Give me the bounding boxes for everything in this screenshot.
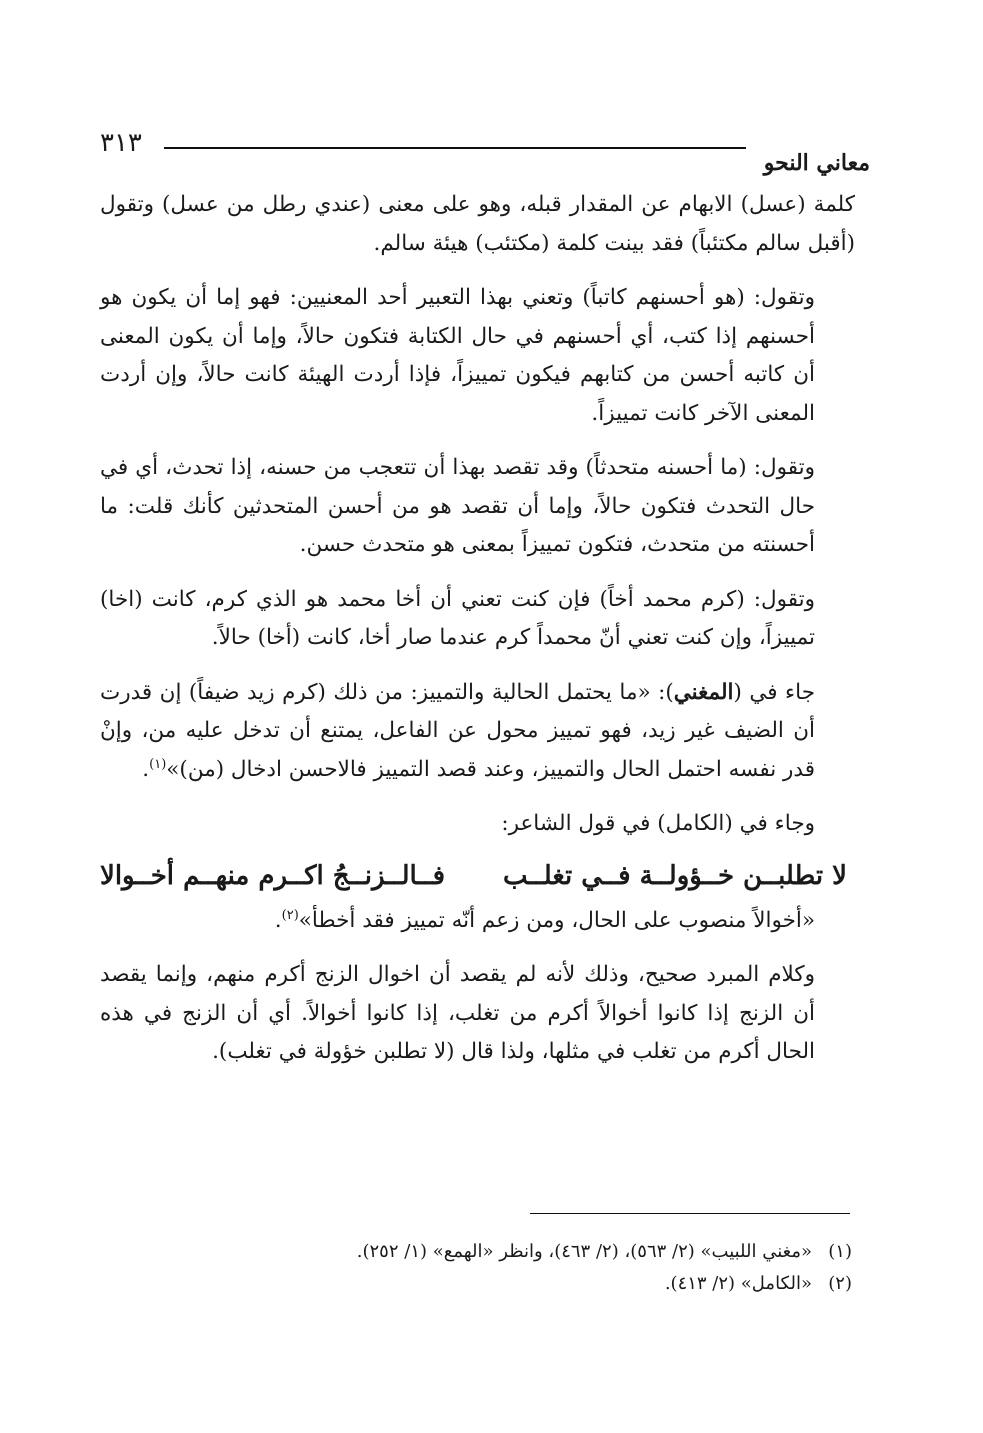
page-header [100, 128, 870, 178]
footnote-number: (٢) [828, 1273, 852, 1294]
paragraph-ma-ahsanahu: وتقول: (ما أحسنه متحدثاً) وقد تقصد بهذا أن تتعجب من حسنه، إذا تحدث، أي في حال التحدث فتكون حالاً، وإما أن تقصد هو من أحسن المتحدثين كأنك قلت: ما أحسنته من متحدث، فتكون تمييزاً بمعنى هو متحدث حسن. [100, 455, 815, 557]
mughni-book-title: المغني [673, 679, 734, 705]
footnote-ref-1: (١) [149, 756, 167, 772]
mughni-prefix: جاء في ( [733, 679, 815, 705]
mughni-end: . [142, 756, 150, 782]
paragraph-karuma-muhammad: وتقول: (كرم محمد أخاً) فإن كنت تعني أن أخا محمد هو الذي كرم، كانت (اخا) تمييزاً، وإن كنت تعني أنّ محمداً كرم عندما صار أخا، كانت (أخا) حالاً. [100, 586, 815, 650]
footnote-text: «الكامل» (٢/ ٤١٣). [664, 1273, 812, 1294]
footnotes [300, 1236, 852, 1300]
paragraph-mubarrad: وكلام المبرد صحيح، وذلك لأنه لم يقصد أن اخوال الزنج أكرم منهم، وإنما يقصد أن الزنج إذا كانوا أخوالاً أكرم من تغلب، إذا كانوا أخوالاً. أي أن الزنج في هذه الحال أكرم من تغلب في مثلها، ولذا قال (لا تطلبن خؤولة في تغلب). [100, 962, 815, 1064]
paragraph-mughni [100, 674, 855, 790]
footnote-1 [300, 1236, 852, 1268]
footnote-text: «مغني اللبيب» (٢/ ٥٦٣)، (٢/ ٤٦٣)، وانظر «الهمع» (١/ ٢٥٢). [356, 1241, 812, 1262]
quote-line [100, 902, 855, 941]
poetry-verse [100, 856, 847, 896]
footnote-ref-2: (٢) [281, 907, 299, 923]
footnote-rule [530, 1213, 850, 1214]
page-number: ٣١٣ [100, 128, 142, 158]
running-title: معاني النحو [763, 150, 870, 176]
verse-intro: وجاء في (الكامل) في قول الشاعر: [501, 811, 815, 836]
quote-text: «أخوالاً منصوب على الحال، ومن زعم أنّه تمييز فقد أخطأ» [298, 907, 815, 933]
paragraph-continuation: كلمة (عسل) الابهام عن المقدار قبله، وهو على معنى (عندي رطل من عسل) وتقول (أقبل سالم مكتئباً) فقد بينت كلمة (مكتئب) هيئة سالم. [100, 192, 855, 256]
quote-end: . [274, 907, 282, 933]
footnote-2 [300, 1268, 852, 1300]
verse-second-hemistich: فــالــزنــجُ اكــرم منهــم أخــوالا [100, 860, 446, 891]
paragraph-ahsanahum: وتقول: (هو أحسنهم كاتباً) وتعني بهذا التعبير أحد المعنيين: فهو إما أن يكون هو أحسنهم إذا كتب، أي أحسنهم في حال الكتابة فتكون حالاً، وإما أن يكون المعنى أن كاتبه أحسن من كتابهم فيكون تمييزاً، فإذا أردت الهيئة كانت حالاً، وإن أردت المعنى الآخر كانت تمييزاً. [100, 285, 815, 426]
header-rule [164, 147, 746, 149]
mughni-text: ): «ما يحتمل الحالية والتمييز: من ذلك (كرم زيد ضيفاً) إن قدرت أن الضيف غير زيد، فهو تمييز محول عن الفاعل، يمتنع أن تدخل عليه من، وإنْ قدر نفسه احتمل الحال والتمييز، وعند قصد التمييز فالاحسن ادخال (من)» [100, 679, 815, 782]
footnote-number: (١) [828, 1241, 852, 1262]
main-text [100, 186, 855, 1072]
verse-first-hemistich: لا تطلبــن خــؤولــة فــي تغلــب [503, 860, 847, 891]
